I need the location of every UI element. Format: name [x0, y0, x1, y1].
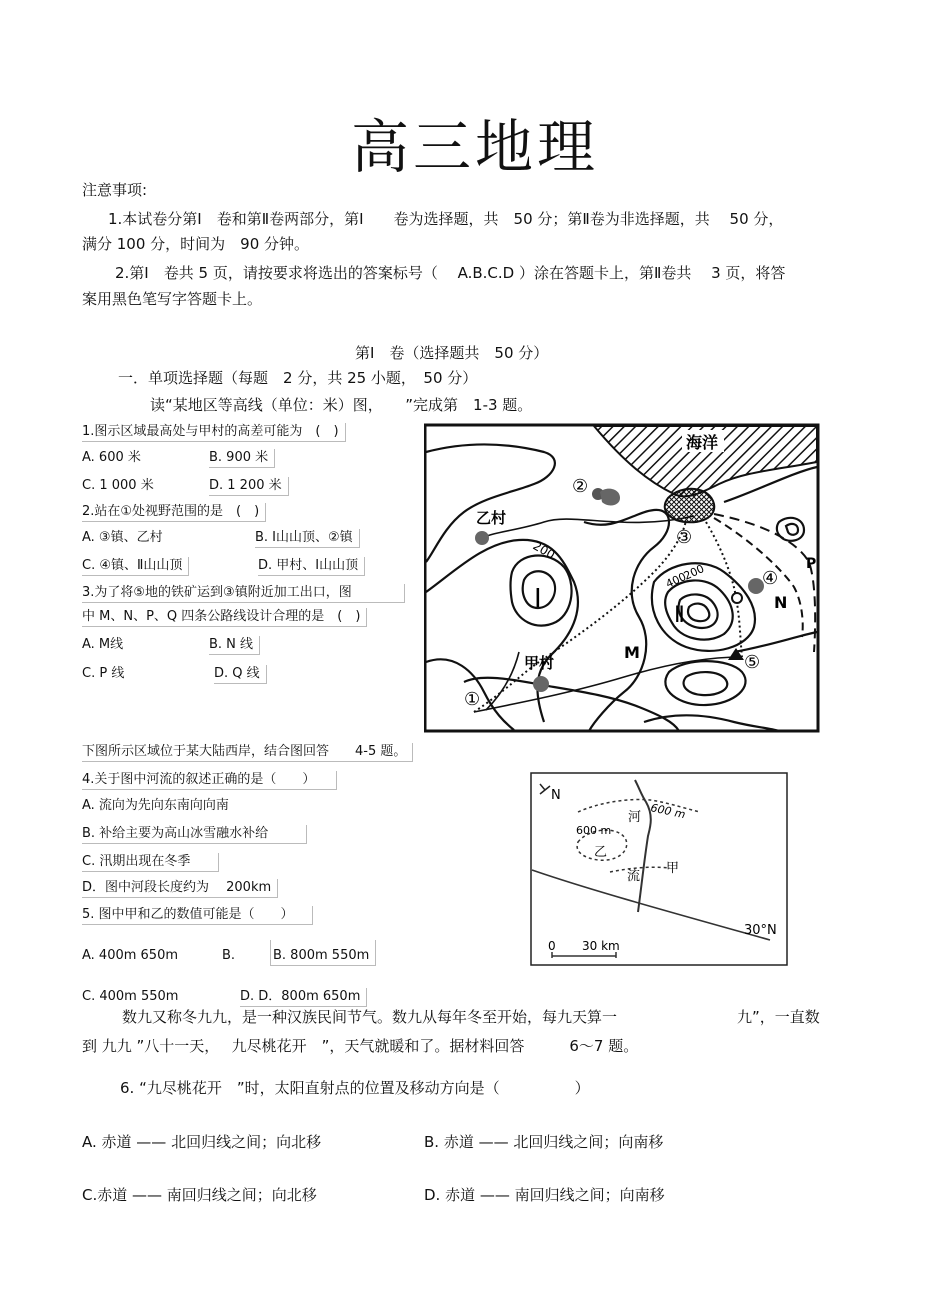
q6-option-a[interactable]: A. 赤道 —— 北回归线之间；向北移	[82, 1133, 322, 1151]
contour-200a-label: 200	[530, 538, 558, 563]
mountain-2-label: Ⅱ	[674, 603, 685, 628]
village-jia-label: 甲村	[524, 654, 555, 672]
contour-400-label: 400	[663, 570, 689, 591]
section-header: 第Ⅰ 卷（选择题共 50 分）	[355, 344, 549, 362]
yi-label: 乙	[594, 845, 608, 860]
road-m-label: M	[624, 643, 640, 662]
q3-stem-line2: 中 M、N、P、Q 四条公路线设计合理的是 ( )	[82, 608, 367, 627]
q1-stem: 1.图示区域最高处与甲村的高差可能为 ( )	[82, 423, 346, 442]
mountain-1-label: Ⅰ	[534, 584, 542, 614]
passage-line1: 数九又称冬九九，是一种汉族民间节气。数九从每年冬至开始，每九天算一 九”，一直数	[122, 1008, 820, 1026]
site-5-label: ⑤	[744, 652, 761, 673]
north-label: N	[551, 788, 561, 803]
q6-option-c[interactable]: C.赤道 —— 南回归线之间；向北移	[82, 1186, 317, 1204]
river-he-label: 河	[628, 810, 642, 825]
q3-stem-line1: 3.为了将⑤地的铁矿运到③镇附近加工出口，图	[82, 584, 405, 603]
q4-option-c[interactable]: C. 汛期出现在冬季	[82, 853, 219, 872]
q5-option-a[interactable]: A. 400m 650m	[82, 948, 179, 963]
river-liu-label: 流	[627, 869, 641, 884]
q6-option-b[interactable]: B. 赤道 —— 北回归线之间；向南移	[424, 1133, 664, 1151]
latitude-label: 30°N	[744, 923, 777, 938]
contour-200b-label: 200	[681, 562, 707, 583]
q5-stem: 5. 图中甲和乙的数值可能是（ ）	[82, 906, 313, 925]
notes-item1-line1: 1.本试卷分第Ⅰ 卷和第Ⅱ卷两部分，第Ⅰ 卷为选择题，共 50 分；第Ⅱ卷为非选择题，共 50 分，	[108, 210, 784, 228]
site-3-label: ③	[676, 527, 693, 548]
road-n-label: N	[774, 593, 788, 612]
q4-option-d[interactable]: D．图中河段长度约为 200km	[82, 879, 278, 898]
q4-option-a[interactable]: A. 流向为先向东南向向南	[82, 798, 229, 813]
q5-option-c[interactable]: C. 400m 550m	[82, 989, 179, 1004]
notes-item2-line1: 2.第Ⅰ 卷共 5 页，请按要求将选出的答案标号（ A.B.C.D ）涂在答题卡上，第Ⅱ卷共 3 页，将答	[115, 264, 786, 282]
q2-option-c[interactable]: C. ④镇、Ⅱ山山顶	[82, 557, 189, 576]
site-1-label: ①	[464, 689, 481, 710]
notes-item1-line2: 满分 100 分，时间为 90 分钟。	[82, 235, 310, 253]
contour-600b-label: 600 m	[576, 824, 612, 837]
notes-item2-line2: 案用黑色笔写字答题卡上。	[82, 290, 263, 308]
section-part: 一．单项选择题（每题 2 分，共 25 小题， 50 分）	[118, 369, 478, 387]
q2-option-b[interactable]: B. Ⅰ山山顶、②镇	[255, 529, 360, 548]
q5-option-b[interactable]: B. 800m 550m	[270, 940, 376, 966]
sea-label: 海洋	[686, 433, 719, 452]
q5-option-b-marker: B.	[222, 948, 236, 963]
page-title: 高三地理	[350, 113, 599, 181]
q3-option-c[interactable]: C. P 线	[82, 666, 125, 681]
section-intro: 读“某地区等高线（单位：米）图， ”完成第 1-3 题。	[150, 396, 533, 414]
q1-option-b[interactable]: B. 900 米	[209, 449, 275, 468]
q2-option-d[interactable]: D. 甲村、Ⅰ山山顶	[258, 557, 365, 576]
river-map	[530, 772, 790, 968]
contour-map	[424, 422, 820, 734]
road-p-label: P	[806, 556, 817, 572]
scale-label: 30 km	[582, 939, 620, 953]
village-yi-label: 乙村	[476, 509, 507, 527]
q5-option-d[interactable]: D. D．800m 650m	[240, 988, 367, 1007]
q2-stem: 2.站在①处视野范围的是 ( )	[82, 503, 266, 522]
q4-5-intro: 下图所示区域位于某大陆西岸，结合图回答 4-5 题。	[82, 743, 413, 762]
q3-option-d[interactable]: D. Q 线	[214, 665, 267, 684]
q3-option-b[interactable]: B. N 线	[209, 636, 260, 655]
site-2-label: ②	[572, 476, 589, 497]
q4-stem: 4.关于图中河流的叙述正确的是（ ）	[82, 771, 337, 790]
q1-option-c[interactable]: C. 1 000 米	[82, 478, 154, 493]
q1-option-d[interactable]: D. 1 200 米	[209, 477, 289, 496]
scale-zero-label: 0	[548, 939, 556, 953]
q6-option-d[interactable]: D. 赤道 —— 南回归线之间；向南移	[424, 1186, 665, 1204]
site-4-label: ④	[762, 568, 779, 589]
q3-option-a[interactable]: A. M线	[82, 637, 124, 652]
jia-label: 甲	[666, 861, 680, 876]
q1-option-a[interactable]: A. 600 米	[82, 450, 141, 465]
notes-heading: 注意事项:	[82, 181, 148, 199]
q6-stem: 6. “九尽桃花开 ”时，太阳直射点的位置及移动方向是（ ）	[120, 1079, 590, 1097]
passage-line2: 到 九九 ”八十一天， 九尽桃花开 ”，天气就暖和了。据材料回答 6～7 题。	[82, 1037, 639, 1055]
contour-600a-label: 600 m	[649, 801, 687, 822]
q4-option-b[interactable]: B. 补给主要为高山冰雪融水补给	[82, 825, 307, 844]
q2-option-a[interactable]: A. ③镇、乙村	[82, 530, 163, 545]
